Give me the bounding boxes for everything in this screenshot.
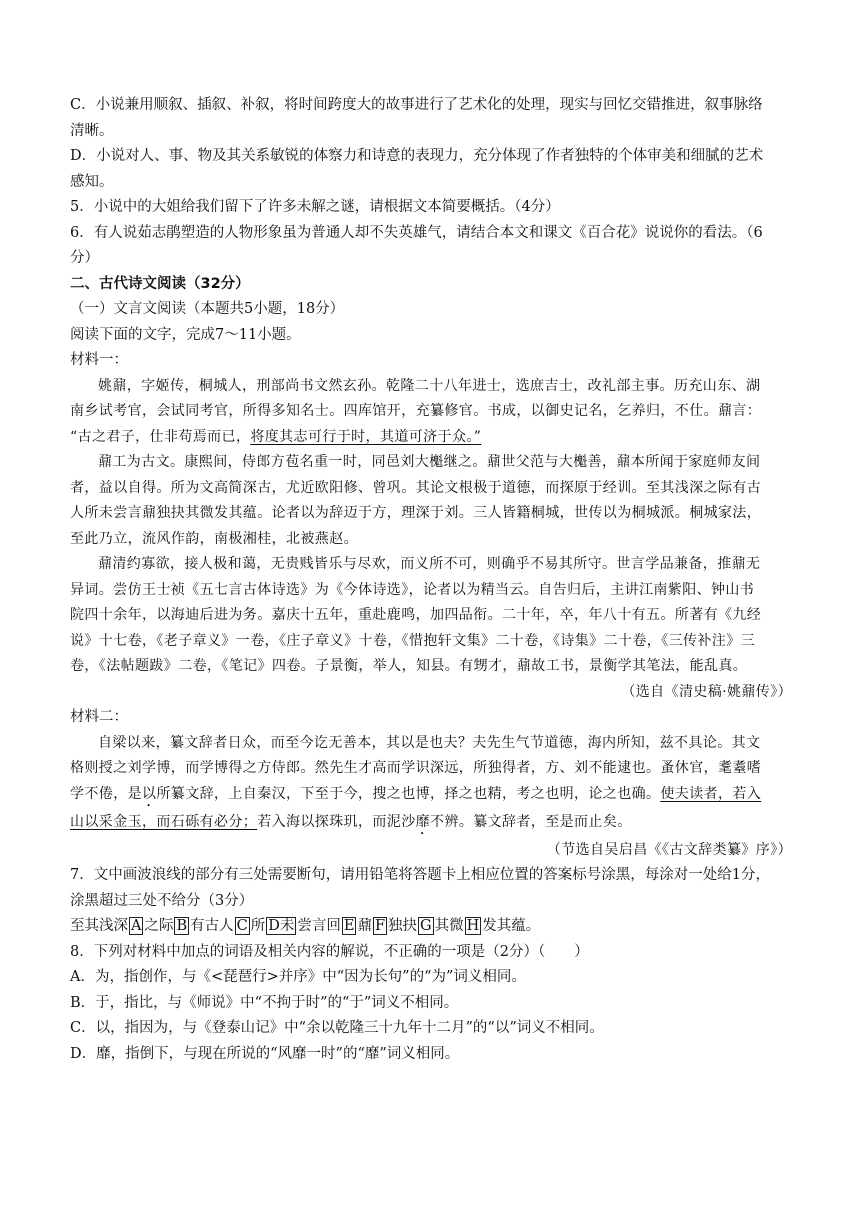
underlined-sentence-2a: 使夫读者，若入 (660, 785, 762, 802)
material-1-label: 材料一： (70, 352, 128, 368)
answer-mark-g[interactable]: G (420, 918, 432, 934)
q4-option-d-line1: D．小说对人、事、物及其关系敏锐的体察力和诗意的表现力，充分体现了作者独特的个体审美和细腻的艺术 (70, 148, 764, 164)
q4-option-d-line2: 感知。 (70, 173, 114, 190)
q7-seg: 之际 (144, 918, 174, 934)
section-2-title: 二、古代诗文阅读（32分） (70, 275, 250, 292)
question-8-stem: 8．下列对材料中加点的词语及相关内容的解说，不正确的一项是（2分）（ ） (70, 943, 589, 960)
question-8-option-d[interactable]: D．靡，指倒下，与现在所说的“风靡一时”的“靡”词义相同。 (70, 1045, 460, 1062)
answer-mark-d[interactable] (266, 917, 296, 935)
m1-p2-line4: 至此乃立，流风作韵，南极湘桂，北被燕赵。 (70, 530, 358, 547)
m1-p1-line1: 姚鼐，字姬传，桐城人，刑部尚书文然玄孙。乾隆二十八年进士，选庶吉士，改礼部主事。历充山东、湖 (98, 377, 761, 394)
m1-p3-line5: 卷，《法帖题跋》二卷，《笔记》四卷。子景衡，举人，知县。有甥才，鼐故工书，景衡学其笔法，能乱真。 (70, 658, 748, 674)
material-2-source: （节选自吴启昌《《古文辞类纂》序》） (546, 841, 792, 858)
m1-p3-line2: 异词。尝仿王士祯《五七言古体诗选》为《今体诗选》，论者以为精当云。自告归后，主讲江南紫阳、钟山书 (70, 581, 755, 598)
section-2-instruction: 阅读下面的文字，完成7～11小题。 (70, 326, 301, 343)
question-8-option-a[interactable]: A．为，指创作，与《<琵琶行>并序》中“因为长句”的“为”词义相同。 (70, 969, 526, 985)
underlined-quote-end: ” (473, 428, 482, 445)
question-5: 5．小说中的大姐给我们留下了许多未解之谜，请根据文本简要概括。（4分） (70, 199, 560, 215)
q7-seg: 其微 (434, 918, 464, 934)
material-1-source: （选自《清史稿·姚鼐传》） (621, 683, 792, 700)
m1-p3-line3: 院四十余年，以海迪后进为务。嘉庆十五年，重赴鹿鸣，加四品衔。二十年，卒，年八十有五。所著有《九经 (70, 607, 762, 623)
m1-p1-line3-text: “古之君子，仕非苟焉而已， (70, 428, 251, 445)
m2-line4 (70, 810, 792, 838)
answer-mark-c[interactable]: C (236, 918, 248, 934)
q7-seg: 至其浅深 (70, 918, 128, 934)
answer-mark-e[interactable]: E (343, 918, 355, 934)
answer-mark-b[interactable]: B (176, 918, 188, 934)
m2-line3 (70, 782, 792, 810)
answer-mark-d-letter: D (268, 918, 280, 934)
m2-line2: 格则授之刘学博，而学博得之方侍郎。然先生才高而学识深远，所独得者，方、刘不能逮也。蚤休官，耄耋嗜 (70, 760, 762, 776)
answer-mark-a[interactable]: A (131, 918, 142, 934)
m1-p3-line1: 鼐清约寡欲，接人极和蔼，无贵贱皆乐与尽欢，而义所不可，则确乎不易其所守。世言学品兼备，推鼐无 (98, 556, 761, 572)
m1-p2-line2: 者，益以自得。所为文高简深古，尤近欧阳修、曾巩。其论文根极于道德，而探原于经训。至其浅深之际有古 (70, 479, 762, 496)
q7-seg: 尝言回 (297, 918, 341, 934)
m1-p1-line3 (70, 425, 792, 451)
m2-line1: 自梁以来，纂文辞者日众，而至今讫无善本，其以是也夫？夫先生气节道德，海内所知，兹不具论。其文 (98, 734, 761, 751)
question-7-line1: 7．文中画波浪线的部分有三处需要断句，请用铅笔将答题卡上相应位置的答案标号涂黑，每涂对一处给1分， (70, 867, 770, 883)
question-8-option-c[interactable]: C．以，指因为，与《登泰山记》中“余以乾隆三十九年十二月”的“以”词义不相同。 (70, 1020, 604, 1036)
question-8-option-b[interactable]: B．于，指比，与《师说》中“不拘于时”的“于”词义不相同。 (70, 994, 459, 1011)
q7-seg: 所 (250, 918, 266, 934)
material-1-body (70, 374, 792, 706)
q4-option-c-line2: 清晰。 (70, 122, 114, 139)
question-6-line2: 分） (70, 250, 99, 266)
m1-p1-line2: 南乡试考官，会试同考官，所得多知名士。四库馆开，充纂修官。书成，以御史记名，乞养归，不仕。鼐言： (70, 403, 762, 419)
m1-p3-line4: 说》十七卷，《老子章义》一卷，《庄子章义》十卷，《惜抱轩文集》二十卷，《诗集》二十卷，《三传补注》三 (70, 632, 755, 649)
q4-option-c-line1: C．小说兼用顺叙、插叙、补叙，将时间跨度大的故事进行了艺术化的处理，现实与回忆交错推进，叙事脉络 (70, 97, 763, 113)
m2-line4-text-a: 若入海以探珠玑，而泥沙 (257, 813, 416, 830)
dotted-word-mi: 靡 (415, 813, 431, 830)
dotted-word-yi: 以 (142, 785, 157, 802)
m2-line3-text-b: 所纂文辞，上自秦汉，下至于今，搜之也博，择之也精，考之也明，论之也确。 (156, 785, 661, 802)
q7-seg: 独抉 (388, 918, 418, 934)
q7-seg: 鼐 (357, 918, 372, 934)
question-7-punctuation-row (70, 914, 792, 940)
m1-p2-line1: 鼐工为古文。康熙间，侍郎方苞名重一时，同邑刘大櫆继之。鼐世父范与大櫆善，鼐本所闻于家庭师友间 (98, 454, 761, 470)
m2-line4-text-b: 不辨。纂文辞者，至是而止矣。 (430, 813, 632, 830)
m1-p2-line3: 人所未尝言鼐独抉其微发其蕴。论者以为辞迈于方，理深于刘。三人皆籍桐城，世传以为桐城派。桐城家法， (70, 505, 762, 521)
underlined-sentence-2b: 山以采金玉，而石砾有必分； (70, 813, 258, 830)
question-6-line1: 6．有人说茹志鹃塑造的人物形象虽为普通人却不失英雄气，请结合本文和课文《百合花》说说你的看法。（6 (70, 224, 763, 241)
m2-line3-text-a: 学不倦，是 (70, 785, 142, 802)
section-2-subtitle: （一）文言文阅读（本题共5小题，18分） (70, 301, 345, 317)
underlined-sentence-1: 将度其志可行于时，其道可济于众。 (250, 428, 474, 445)
question-7-line2: 涂黑超过三处不给分（3分） (70, 892, 254, 909)
material-2-body (70, 731, 792, 864)
material-2-label: 材料二： (70, 709, 128, 725)
q7-seg: 未 (279, 918, 295, 934)
q7-seg: 有古人 (190, 918, 234, 934)
answer-mark-h[interactable]: H (466, 918, 480, 934)
q7-seg: 发其蕴。 (482, 918, 541, 934)
answer-mark-f[interactable]: F (374, 918, 386, 934)
